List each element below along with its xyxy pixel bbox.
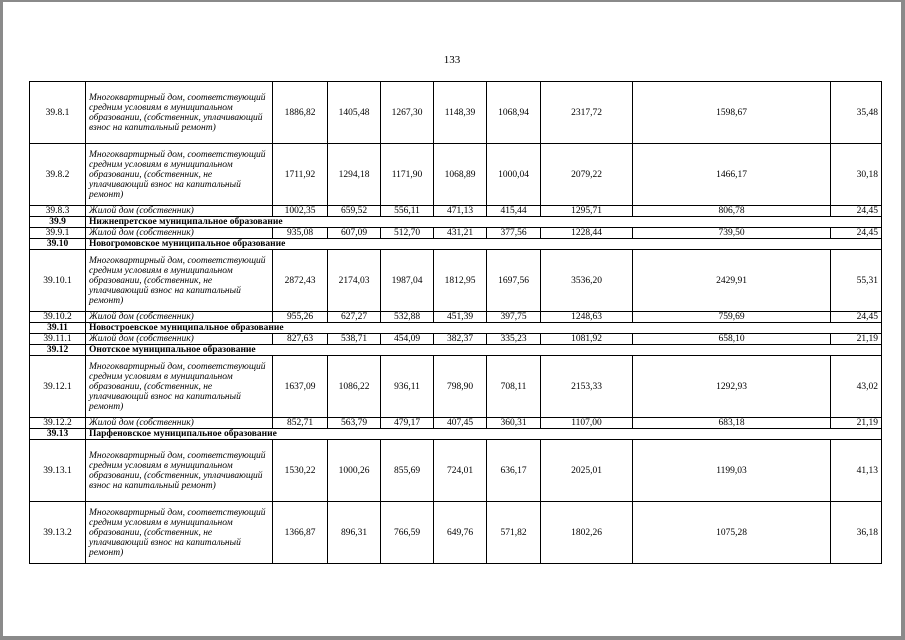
section-title: Нижнепретское муниципальное образование [86,217,882,228]
table-row [30,144,882,206]
value-cell: 936,11 [381,356,434,418]
value-cell: 658,10 [633,334,831,345]
value-cell: 1248,63 [541,312,633,323]
table-row [30,82,882,144]
value-cell: 335,23 [487,334,541,345]
value-cell: 1086,22 [328,356,381,418]
table-row [30,418,882,429]
value-cell: 759,69 [633,312,831,323]
value-cell: 431,21 [434,228,487,239]
row-code: 39.9.1 [30,228,86,239]
value-cell: 2317,72 [541,82,633,144]
value-cell: 41,13 [831,440,882,502]
value-cell: 739,50 [633,228,831,239]
value-cell: 1148,39 [434,82,487,144]
row-code: 39.13.1 [30,440,86,502]
value-cell: 30,18 [831,144,882,206]
document-page [3,2,901,636]
value-cell: 571,82 [487,502,541,564]
row-code: 39.10.1 [30,250,86,312]
value-cell: 360,31 [487,418,541,429]
value-cell: 1171,90 [381,144,434,206]
value-cell: 2079,22 [541,144,633,206]
section-code: 39.13 [30,429,86,440]
value-cell: 1637,09 [273,356,328,418]
row-description: Жилой дом (собственник) [86,206,273,217]
value-cell: 24,45 [831,312,882,323]
value-cell: 1075,28 [633,502,831,564]
value-cell: 35,48 [831,82,882,144]
section-row [30,429,882,440]
section-code: 39.12 [30,345,86,356]
section-title: Онотское муниципальное образование [86,345,882,356]
value-cell: 1366,87 [273,502,328,564]
value-cell: 1228,44 [541,228,633,239]
row-description: Жилой дом (собственник) [86,334,273,345]
value-cell: 556,11 [381,206,434,217]
value-cell: 1697,56 [487,250,541,312]
table-row [30,334,882,345]
value-cell: 36,18 [831,502,882,564]
value-cell: 2174,03 [328,250,381,312]
row-code: 39.8.1 [30,82,86,144]
value-cell: 2153,33 [541,356,633,418]
value-cell: 479,17 [381,418,434,429]
value-cell: 1405,48 [328,82,381,144]
value-cell: 1068,94 [487,82,541,144]
value-cell: 532,88 [381,312,434,323]
value-cell: 955,26 [273,312,328,323]
row-code: 39.12.1 [30,356,86,418]
value-cell: 407,45 [434,418,487,429]
section-row [30,323,882,334]
value-cell: 766,59 [381,502,434,564]
value-cell: 1466,17 [633,144,831,206]
row-code: 39.8.2 [30,144,86,206]
value-cell: 21,19 [831,418,882,429]
value-cell: 451,39 [434,312,487,323]
value-cell: 2429,91 [633,250,831,312]
value-cell: 1598,67 [633,82,831,144]
tariff-table [29,81,882,564]
value-cell: 1987,04 [381,250,434,312]
row-description: Многоквартирный дом, соответствующий средним условиям в муниципальном образовании, (собственник, не уплачивающий взнос на капитальный ремонт) [86,144,273,206]
row-description: Жилой дом (собственник) [86,418,273,429]
value-cell: 1711,92 [273,144,328,206]
section-row [30,239,882,250]
value-cell: 607,09 [328,228,381,239]
value-cell: 806,78 [633,206,831,217]
value-cell: 1107,00 [541,418,633,429]
value-cell: 454,09 [381,334,434,345]
value-cell: 798,90 [434,356,487,418]
value-cell: 1292,93 [633,356,831,418]
section-code: 39.9 [30,217,86,228]
value-cell: 636,17 [487,440,541,502]
row-code: 39.13.2 [30,502,86,564]
value-cell: 1802,26 [541,502,633,564]
section-row [30,345,882,356]
value-cell: 1267,30 [381,82,434,144]
section-code: 39.10 [30,239,86,250]
row-description: Жилой дом (собственник) [86,228,273,239]
row-description: Многоквартирный дом, соответствующий средним условиям в муниципальном образовании, (собственник, не уплачивающий взнос на капитальный ремонт) [86,250,273,312]
value-cell: 382,37 [434,334,487,345]
value-cell: 627,27 [328,312,381,323]
table-row [30,312,882,323]
value-cell: 563,79 [328,418,381,429]
value-cell: 471,13 [434,206,487,217]
row-description: Многоквартирный дом, соответствующий средним условиям в муниципальном образовании, (собственник, не уплачивающий взнос на капитальный ремонт) [86,502,273,564]
section-row [30,217,882,228]
value-cell: 538,71 [328,334,381,345]
value-cell: 1000,26 [328,440,381,502]
table-row [30,206,882,217]
table-body [30,82,882,564]
value-cell: 659,52 [328,206,381,217]
table-row [30,440,882,502]
value-cell: 1002,35 [273,206,328,217]
table-row [30,228,882,239]
section-code: 39.11 [30,323,86,334]
value-cell: 1294,18 [328,144,381,206]
value-cell: 855,69 [381,440,434,502]
row-code: 39.11.1 [30,334,86,345]
value-cell: 827,63 [273,334,328,345]
row-description: Жилой дом (собственник) [86,312,273,323]
value-cell: 649,76 [434,502,487,564]
table-row [30,502,882,564]
row-description: Многоквартирный дом, соответствующий средним условиям в муниципальном образовании, (собственник, уплачивающий взнос на капитальный ремонт) [86,440,273,502]
value-cell: 1886,82 [273,82,328,144]
section-title: Новостроевское муниципальное образование [86,323,882,334]
value-cell: 1081,92 [541,334,633,345]
value-cell: 397,75 [487,312,541,323]
value-cell: 512,70 [381,228,434,239]
row-code: 39.12.2 [30,418,86,429]
row-code: 39.8.3 [30,206,86,217]
value-cell: 2025,01 [541,440,633,502]
value-cell: 415,44 [487,206,541,217]
value-cell: 24,45 [831,228,882,239]
value-cell: 724,01 [434,440,487,502]
value-cell: 377,56 [487,228,541,239]
section-title: Парфеновское муниципальное образование [86,429,882,440]
value-cell: 1000,04 [487,144,541,206]
value-cell: 1812,95 [434,250,487,312]
row-description: Многоквартирный дом, соответствующий средним условиям в муниципальном образовании, (собственник, уплачивающий взнос на капитальный ремонт) [86,82,273,144]
value-cell: 43,02 [831,356,882,418]
value-cell: 21,19 [831,334,882,345]
row-code: 39.10.2 [30,312,86,323]
value-cell: 3536,20 [541,250,633,312]
value-cell: 2872,43 [273,250,328,312]
table-row [30,250,882,312]
value-cell: 708,11 [487,356,541,418]
row-description: Многоквартирный дом, соответствующий средним условиям в муниципальном образовании, (собственник, не уплачивающий взнос на капитальный ремонт) [86,356,273,418]
value-cell: 1295,71 [541,206,633,217]
value-cell: 852,71 [273,418,328,429]
value-cell: 1068,89 [434,144,487,206]
section-title: Новогромовское муниципальное образование [86,239,882,250]
value-cell: 683,18 [633,418,831,429]
value-cell: 1530,22 [273,440,328,502]
value-cell: 55,31 [831,250,882,312]
value-cell: 24,45 [831,206,882,217]
page-number: 133 [443,54,461,66]
value-cell: 896,31 [328,502,381,564]
value-cell: 1199,03 [633,440,831,502]
value-cell: 935,08 [273,228,328,239]
table-row [30,356,882,418]
